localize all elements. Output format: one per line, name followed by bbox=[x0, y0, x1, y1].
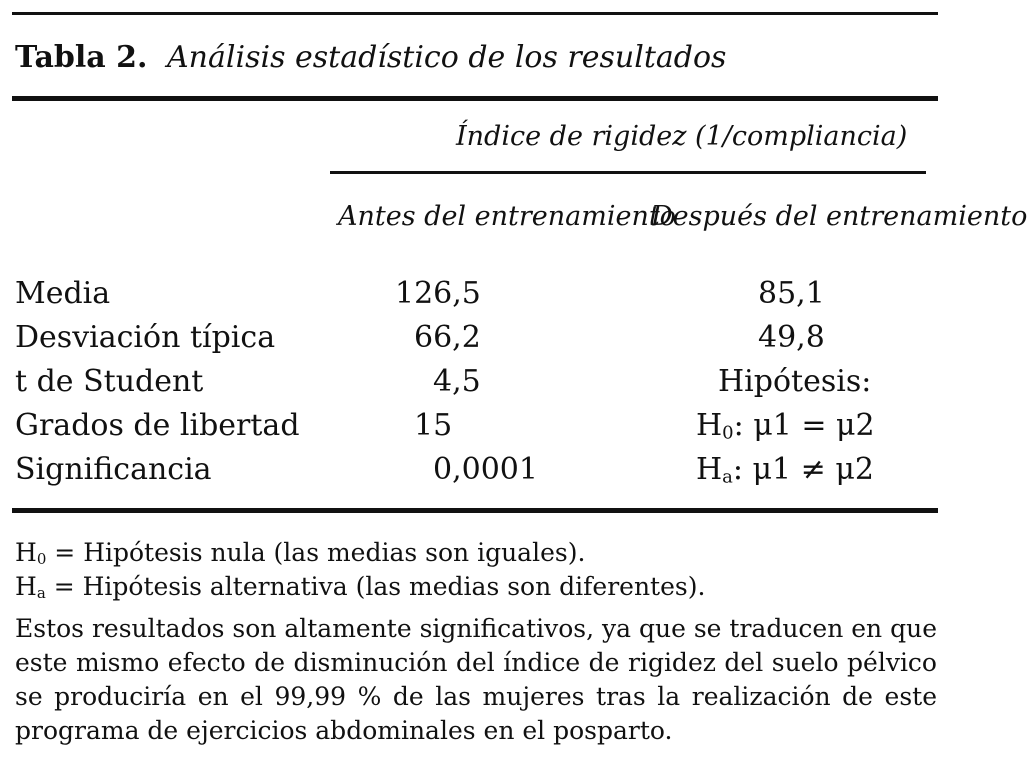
top-rule bbox=[12, 12, 938, 15]
row-value-student-before: 4,5 bbox=[433, 364, 481, 399]
h-subscript: 0 bbox=[722, 422, 734, 444]
table-caption: Análisis estadístico de los resultados bbox=[167, 40, 727, 75]
column-header-before: Antes del entrenamiento bbox=[338, 201, 676, 232]
table-title bbox=[15, 38, 726, 78]
hypothesis-null-expr: : μ1 = μ2 bbox=[733, 408, 875, 443]
row-label-desviacion: Desviación típica bbox=[15, 320, 276, 355]
row-value-desviacion-before: 66,2 bbox=[414, 320, 481, 355]
row-value-media-before: 126,5 bbox=[395, 276, 481, 311]
column-header-after: Después del entrenamiento bbox=[651, 201, 1027, 232]
h-symbol: H bbox=[696, 408, 723, 443]
row-value-student-after: Hipótesis: bbox=[718, 364, 872, 399]
table-number: Tabla 2. bbox=[15, 40, 148, 75]
row-value-desviacion-after: 49,8 bbox=[758, 320, 825, 355]
row-value-grados-before: 15 bbox=[414, 408, 453, 443]
row-label-student: t de Student bbox=[15, 364, 204, 399]
hypothesis-alt-expr: : μ1 ≠ μ2 bbox=[732, 452, 874, 487]
row-value-significancia-before: 0,0001 bbox=[433, 452, 538, 487]
row-label-grados: Grados de libertad bbox=[15, 408, 300, 443]
column-group-header: Índice de rigidez (1/compliancia) bbox=[456, 121, 908, 152]
note-ha bbox=[15, 570, 705, 610]
h-subscript: a bbox=[722, 466, 733, 488]
group-rule bbox=[330, 171, 926, 174]
title-rule bbox=[12, 96, 938, 101]
row-value-media-after: 85,1 bbox=[758, 276, 825, 311]
h-subscript: 0 bbox=[36, 550, 47, 568]
h-subscript: a bbox=[36, 584, 46, 602]
note-paragraph: Estos resultados son altamente significativos, ya que se traducen en que este mismo efecto de disminución del índice de rigidez del suelo pélvico se produciría en el 99,99 % de las mujeres tras la realización de este programa de ejercicios abdominales en el posparto. bbox=[15, 614, 938, 745]
h-symbol: H bbox=[15, 538, 37, 567]
row-value-grados-after bbox=[696, 405, 875, 455]
row-label-significancia: Significancia bbox=[15, 452, 212, 487]
note-ha-text: = Hipótesis alternativa (las medias son diferentes). bbox=[45, 572, 706, 601]
bottom-rule bbox=[12, 508, 938, 513]
note-h0-text: = Hipótesis nula (las medias son iguales). bbox=[46, 538, 586, 567]
row-value-significancia-after bbox=[696, 449, 874, 499]
h-symbol: H bbox=[15, 572, 37, 601]
row-label-media: Media bbox=[15, 276, 111, 311]
h-symbol: H bbox=[696, 452, 723, 487]
